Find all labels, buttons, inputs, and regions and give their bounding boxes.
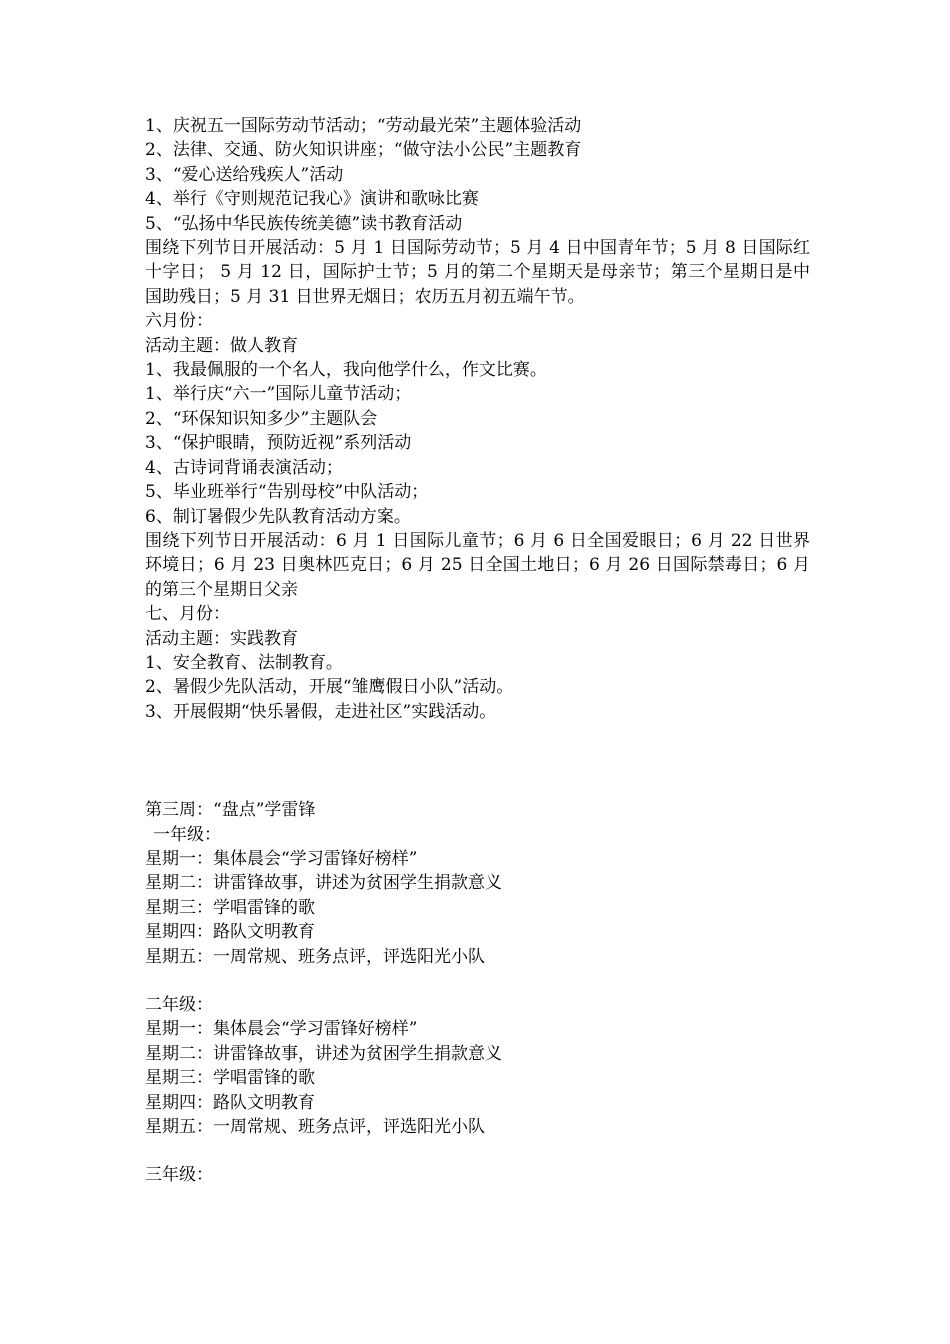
grade-spacer — [145, 969, 810, 993]
grade2-day-3: 星期三：学唱雷锋的歌 — [145, 1068, 315, 1089]
grade1-day-5: 星期五：一周常规、班务点评，评选阳光小队 — [145, 946, 485, 967]
grade2-day-5: 星期五：一周常规、班务点评，评选阳光小队 — [145, 1117, 485, 1138]
grade1-day-3: 星期三：学唱雷锋的歌 — [145, 897, 315, 918]
june-item-2: 1、举行庆“六一”国际儿童节活动； — [145, 384, 412, 405]
june-theme: 活动主题：做人教育 — [145, 335, 298, 356]
grade2-day-1: 星期一：集体晨会“学习雷锋好榜样” — [145, 1019, 418, 1040]
grade3-heading: 三年级： — [145, 1165, 213, 1186]
june-item-3: 2、“环保知识知多少”主题队会 — [145, 408, 378, 429]
grade2-day-2: 星期二：讲雷锋故事，讲述为贫困学生捐款意义 — [145, 1043, 502, 1064]
june-item-7: 6、制订暑假少先队教育活动方案。 — [145, 506, 411, 527]
document-body — [145, 114, 810, 1188]
grade1-day-1: 星期一：集体晨会“学习雷锋好榜样” — [145, 848, 418, 869]
june-item-6: 5、毕业班举行“告别母校”中队活动； — [145, 482, 429, 503]
grade1-day-2: 星期二：讲雷锋故事，讲述为贫困学生捐款意义 — [145, 873, 502, 894]
grade2-day-4: 星期四：路队文明教育 — [145, 1092, 315, 1113]
week3-title: 第三周：“盘点”学雷锋 — [145, 800, 316, 821]
grade1-heading: 一年级： — [153, 824, 221, 845]
grade2-heading: 二年级： — [145, 995, 213, 1015]
june-festivals-paragraph: 围绕下列节日开展活动：6 月 1 日国际儿童节；6 月 6 日全国爱眼日；6 月 22 日世界环境日；6 月 23 日奥林匹克日；6 月 25 日全国土地日；6 月 26 日国际禁毒日；6 月的第三个星期日父亲 — [145, 530, 810, 600]
june-item-4: 3、“保护眼睛，预防近视”系列活动 — [145, 433, 412, 454]
july-theme: 活动主题：实践教育 — [145, 628, 298, 649]
july-heading: 七、月份： — [145, 604, 230, 625]
section-spacer — [145, 724, 810, 798]
july-item-2: 2、暑假少先队活动，开展“雏鹰假日小队”活动。 — [145, 677, 514, 698]
july-item-1: 1、安全教育、法制教育。 — [145, 652, 343, 673]
may-item-1: 1、庆祝五一国际劳动节活动；“劳动最光荣”主题体验活动 — [145, 116, 582, 136]
grade-spacer — [145, 1139, 810, 1163]
may-item-4: 4、举行《守则规范记我心》演讲和歌咏比赛 — [145, 189, 479, 210]
may-item-5: 5、“弘扬中华民族传统美德”读书教育活动 — [145, 213, 463, 234]
june-item-1: 1、我最佩服的一个名人，我向他学什么，作文比赛。 — [145, 360, 547, 381]
may-item-3: 3、“爱心送给残疾人”活动 — [145, 164, 344, 185]
grade1-day-4: 星期四：路队文明教育 — [145, 922, 315, 943]
may-festivals-paragraph: 围绕下列节日开展活动：5 月 1 日国际劳动节；5 月 4 日中国青年节；5 月 8 日国际红十字日； 5 月 12 日，国际护士节；5 月的第二个星期天是母亲节；第三个星期日是中国助残日；5 月 31 日世界无烟日；农历五月初五端午节。 — [145, 238, 810, 307]
july-item-3: 3、开展假期“快乐暑假，走进社区”实践活动。 — [145, 701, 497, 722]
june-heading: 六月份： — [145, 311, 213, 332]
may-item-2: 2、法律、交通、防火知识讲座；“做守法小公民”主题教育 — [145, 140, 582, 161]
june-item-5: 4、古诗词背诵表演活动； — [145, 457, 343, 478]
